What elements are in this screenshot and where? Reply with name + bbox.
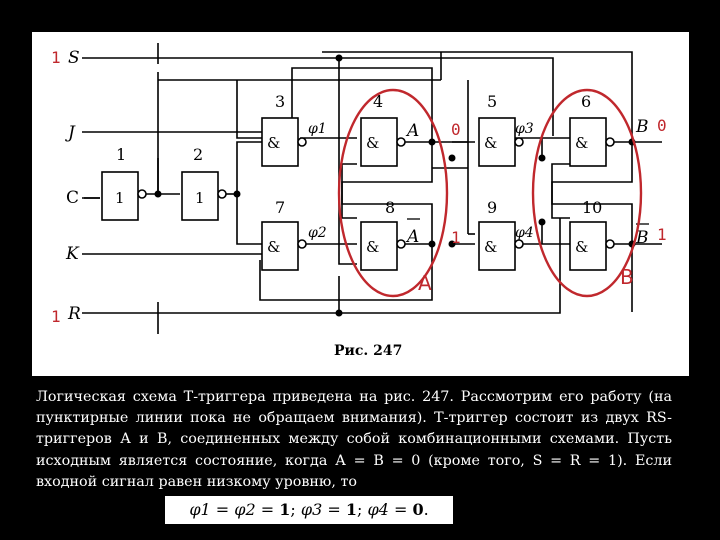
formula [165,496,453,524]
formula-val3: 1 [345,500,357,519]
gate-10 [570,198,606,270]
formula-phi12: φ1 = φ2 = [189,500,280,519]
figure-caption: Рис. 247 [334,343,403,359]
formula-val12: 1 [279,500,291,519]
state-value-a: 0 [451,120,461,139]
junction-dots [155,55,636,317]
svg-text:4: 4 [373,92,384,111]
state-value-a-bar: 1 [451,228,461,247]
input-label-j: J [68,123,75,143]
formula-phi4: φ4 = [367,500,413,519]
svg-text:&: & [575,238,589,256]
svg-text:6: 6 [581,92,592,111]
formula-sep1: ; [290,500,301,519]
signal-phi1: φ1 [308,121,327,137]
formula-end: . [423,500,429,519]
formula-sep2: ; [356,500,368,519]
overbars [407,219,649,224]
wires [82,43,662,334]
signal-phi3: φ3 [515,121,534,137]
gate-1 [102,145,146,220]
input-label-k: K [66,244,79,264]
explanation-paragraph: Логическая схема Т-триггера приведена на рис. 247. Рассмотрим его работу (на пунктирные линии пока не обращаем внимания). Т-триггер состоит из двух RS-триггеров А и В, соединенных между собой комбинационными схемами. Пусть исходным является состояние, когда А = В = 0 (кроме того, S = R = 1). Если входной сигнал равен низкому уровню, то [36,389,672,490]
svg-text:3: 3 [275,92,286,111]
svg-text:7: 7 [275,198,286,217]
svg-text:1: 1 [116,145,127,164]
svg-text:9: 9 [487,198,498,217]
input-value-s: 1 [51,48,61,67]
svg-text:2: 2 [193,145,204,164]
svg-text:&: & [267,238,281,256]
svg-text:1: 1 [195,189,205,207]
formula-val4: 0 [412,500,424,519]
group-label-a: A [418,271,432,295]
svg-text:&: & [575,134,589,152]
input-label-c: C [66,188,80,208]
signal-phi2: φ2 [308,225,327,241]
svg-text:&: & [484,134,498,152]
svg-text:&: & [484,238,498,256]
svg-text:1: 1 [115,189,125,207]
signal-phi4: φ4 [515,225,534,241]
output-b-bar: B [636,228,649,248]
input-value-r: 1 [51,307,61,326]
output-a: A [407,121,420,141]
input-label-s: S [68,48,80,68]
svg-text:8: 8 [385,198,396,217]
svg-text:&: & [267,134,281,152]
gate-7 [262,198,298,270]
state-value-b: 0 [657,116,667,135]
svg-text:5: 5 [487,92,498,111]
gate-2 [182,145,226,220]
output-a-bar: A [407,227,420,247]
gate-6 [570,92,606,166]
input-label-r: R [68,304,81,324]
svg-text:&: & [366,238,380,256]
t-flip-flop-diagram [32,32,689,376]
formula-phi3: φ3 = [300,500,346,519]
svg-text:&: & [366,134,380,152]
gate-9 [479,198,515,270]
output-b: B [636,117,649,137]
state-value-b-bar: 1 [657,225,667,244]
gate-5 [479,92,515,166]
gate-8 [361,198,397,270]
circuit-figure [32,32,689,376]
svg-text:10: 10 [582,198,603,217]
group-label-b: B [620,265,634,289]
